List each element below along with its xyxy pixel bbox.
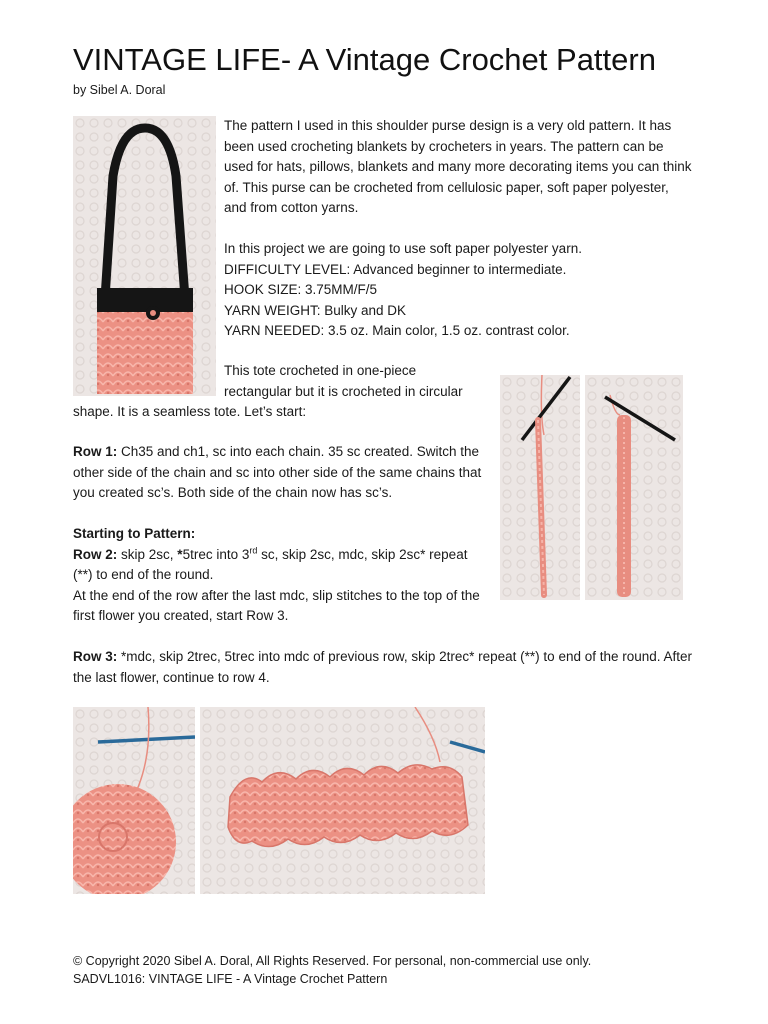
chain-photo-2 [585,375,683,600]
row-1-text: Ch35 and ch1, sc into each chain. 35 sc created. Switch the other side of the chain and sc into other side of the same chains that you created sc’s. Both side of the chain now has sc’s. [73,444,482,500]
scallop-strip-photo [200,707,485,894]
flower-start-photo [73,707,195,894]
construction-line-3: shape. It is a seamless tote. Let’s start: [73,404,307,419]
yarn-needed: YARN NEEDED: 3.5 oz. Main color, 1.5 oz. contrast color. [224,323,570,338]
construction-line-1: This tote crocheted in one-piece [224,363,417,378]
author-line: by Sibel A. Doral [73,83,166,97]
row-3-text: *mdc, skip 2trec, 5trec into mdc of previous row, skip 2trec* repeat (**) to end of the round. After the last flower, continue to row 4. [73,649,693,685]
construction-note [73,361,483,423]
intro-text [224,116,694,219]
hook-size: HOOK SIZE: 3.75MM/F/5 [224,282,378,297]
section-heading-text: Starting to Pattern: [73,526,196,541]
row-2-superscript: rd [249,545,258,555]
row-1-paragraph [73,442,483,504]
purse-photo [73,116,216,396]
construction-line-2: rectangular but it is crocheted in circular [224,383,463,399]
row-2-text-a: skip 2sc, [117,546,178,562]
row-2-star: * [177,546,183,562]
intro-paragraph: The pattern I used in this shoulder purse design is a very old pattern. It has been used crocheting blankets by crocheters in years. The pattern can be used for hats, pillows, blankets and many more decorating items you can think of. This purse can be crocheted from cellulosic paper, soft paper polyester, and from cotton yarns. [224,118,692,215]
difficulty-level: DIFFICULTY LEVEL: Advanced beginner to intermediate. [224,261,567,277]
row-2-paragraph [73,545,483,586]
row-2-label: Row 2: [73,546,118,562]
yarn-weight: YARN WEIGHT: Bulky and DK [224,302,407,318]
copyright-notice: © Copyright 2020 Sibel A. Doral, All Rights Reserved. For personal, non-commercial use only. [73,954,592,968]
row-3-paragraph [73,647,713,688]
requirements [224,239,704,342]
section-heading [73,524,483,545]
chain-photo-1 [500,375,580,600]
row-1-label: Row 1: [73,444,118,459]
row-3-instructions [73,647,713,688]
row-2-end-note: At the end of the row after the last mdc, slip stitches to the top of the first flower you created, start Row 3. [73,587,480,623]
page-footer [73,952,591,988]
pattern-code: SADVL1016: VINTAGE LIFE - A Vintage Crochet Pattern [73,972,388,986]
row-1-instructions [73,442,483,504]
yarn-line: In this project we are going to use soft paper polyester yarn. [224,241,582,256]
page-title: VINTAGE LIFE- A Vintage Crochet Pattern [73,42,656,77]
row-2-text-b: 5trec into 3 [182,546,250,562]
row-2-instructions [73,524,483,627]
row-2-text-c: sc, skip 2sc, mdc, skip 2sc* repeat (**) to end of the round. [73,546,468,582]
row-3-label: Row 3: [73,649,118,664]
